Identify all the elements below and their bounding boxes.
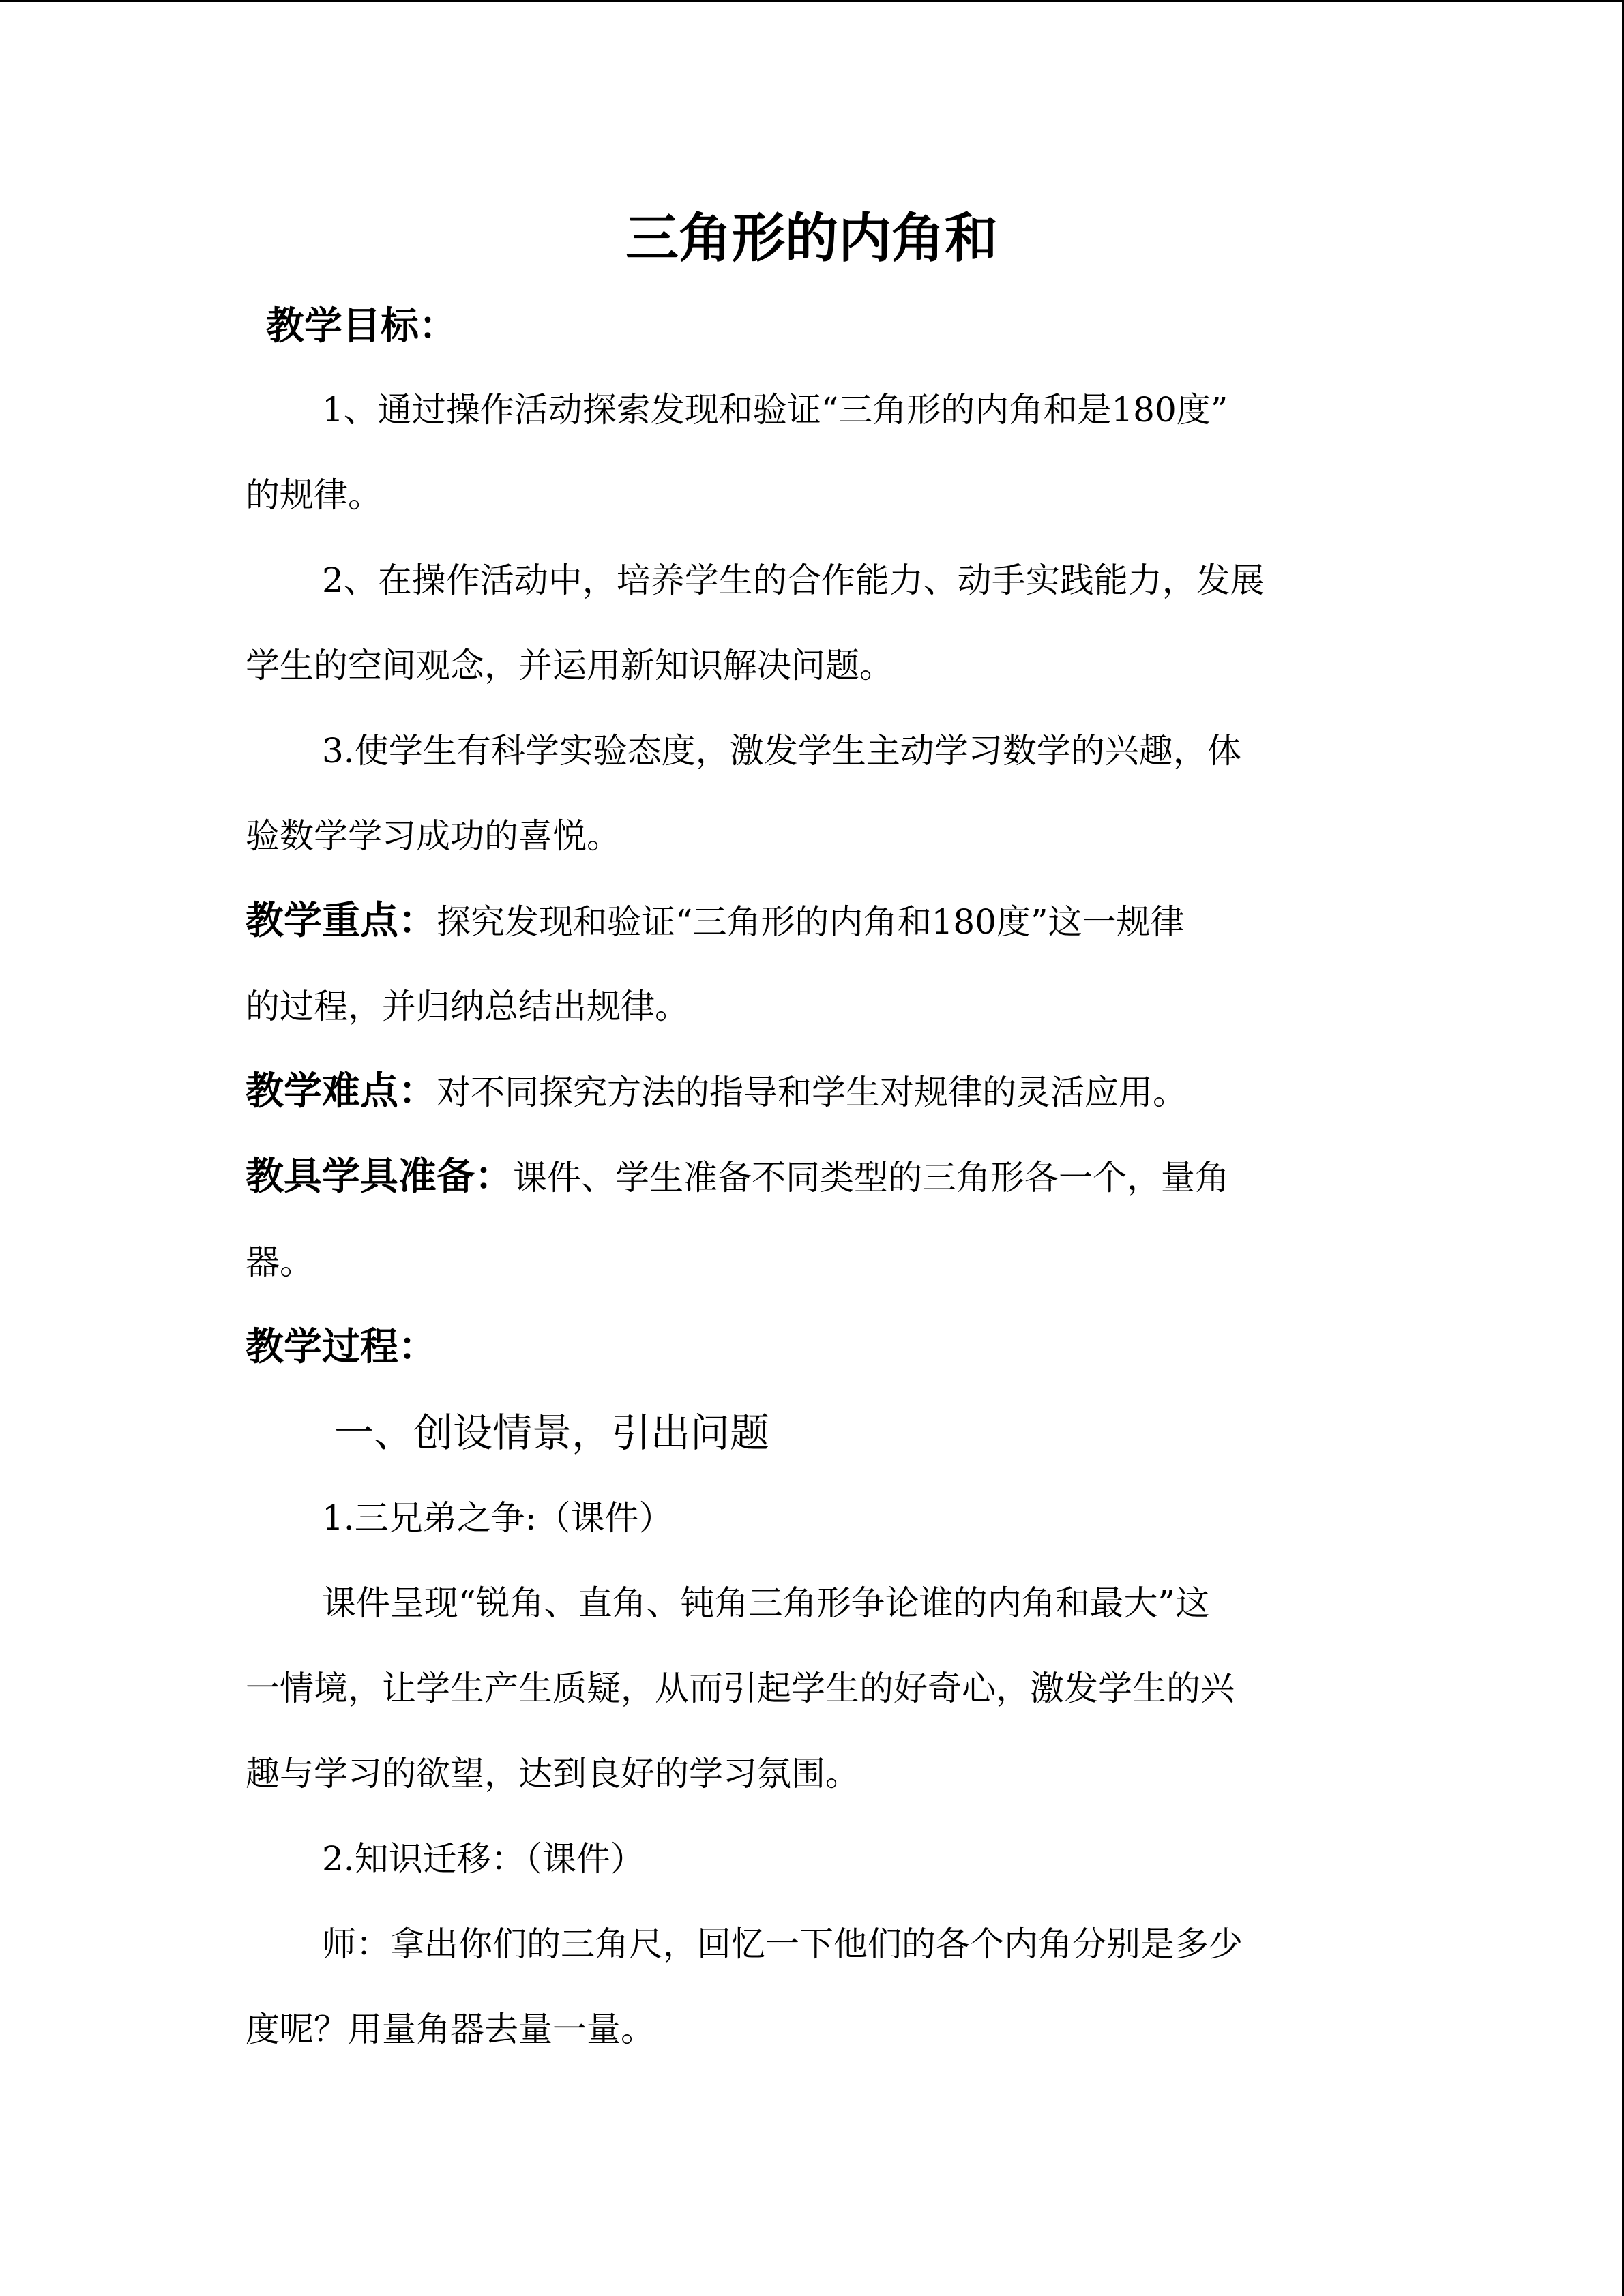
- process-step-1-line-3: 趣与学习的欲望，达到良好的学习氛围。: [246, 1754, 859, 1793]
- materials-label: 教具学具准备：: [246, 1154, 513, 1199]
- objectives-heading: 教学目标：: [266, 304, 457, 348]
- objective-3-line-1: 3.使学生有科学实验态度，激发学生主动学习数学的兴趣，体: [322, 731, 1241, 771]
- objective-2-line-1: 2、在操作活动中，培养学生的合作能力、动手实践能力，发展: [322, 561, 1265, 600]
- materials-text: 课件、学生准备不同类型的三角形各一个，量角: [513, 1158, 1229, 1197]
- objective-2-line-2: 学生的空间观念，并运用新知识解决问题。: [246, 646, 894, 685]
- key-point-line-2: 的过程，并归纳总结出规律。: [246, 987, 689, 1026]
- process-step-2-line-1: 师：拿出你们的三角尺，回忆一下他们的各个内角分别是多少: [322, 1924, 1243, 1964]
- key-point-label: 教学重点：: [246, 899, 437, 943]
- key-point-text: 探究发现和验证“三角形的内角和180度”这一规律: [437, 902, 1185, 942]
- materials-line-1: [246, 1153, 1229, 1202]
- process-step-2-title: 2.知识迁移：（课件）: [322, 1839, 645, 1879]
- process-heading: 教学过程：: [246, 1325, 437, 1369]
- process-step-1-title: 1.三兄弟之争:（课件）: [322, 1498, 673, 1538]
- difficulty-text: 对不同探究方法的指导和学生对规律的灵活应用。: [437, 1073, 1187, 1112]
- objective-1-line-2: 的规律。: [246, 475, 382, 515]
- document-title: 三角形的内角和: [625, 208, 998, 269]
- objective-1-line-1: 1、通过操作活动探索发现和验证“三角形的内角和是180度”: [322, 390, 1228, 430]
- key-point-line-1: [246, 897, 1185, 946]
- objective-3-line-2: 验数学学习成功的喜悦。: [246, 816, 621, 856]
- process-step-2-line-2: 度呢？用量角器去量一量。: [246, 2010, 655, 2049]
- materials-line-2: 器。: [246, 1242, 314, 1282]
- difficulty-line: [246, 1068, 1187, 1116]
- process-step-1-line-2: 一情境，让学生产生质疑，从而引起学生的好奇心，激发学生的兴: [246, 1669, 1235, 1708]
- process-step-1-line-1: 课件呈现“锐角、直角、钝角三角形争论谁的内角和最大”这: [322, 1583, 1210, 1623]
- page-top-border: [0, 0, 1624, 2]
- difficulty-label: 教学难点：: [246, 1069, 437, 1114]
- process-section-1: 一、创设情景，引出问题: [334, 1410, 770, 1456]
